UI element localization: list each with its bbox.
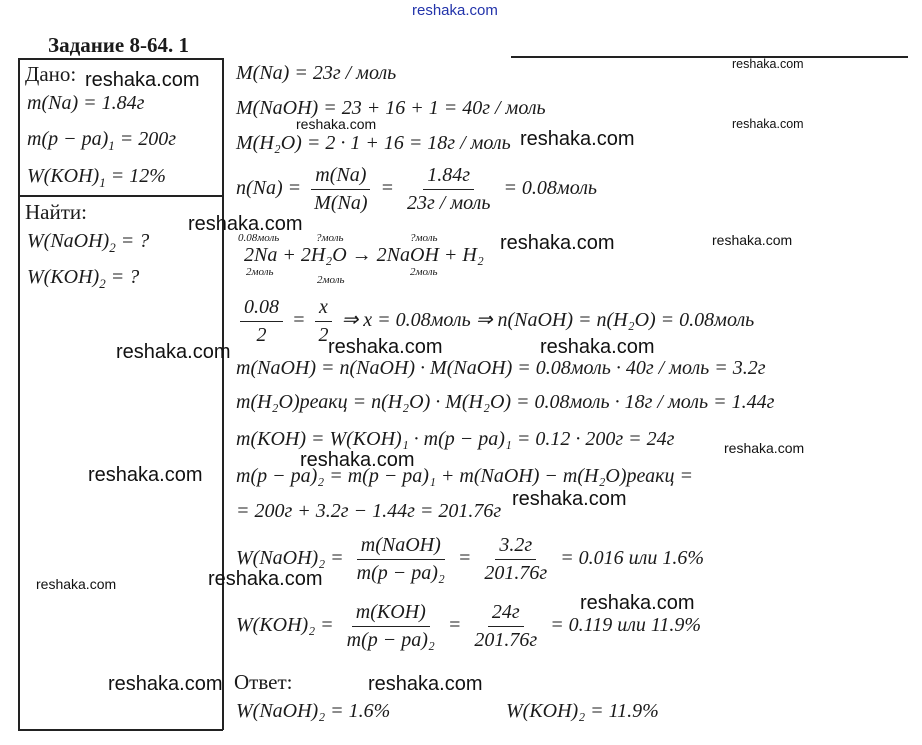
answer-w-naoh: W(NaOH)₂ = 1.6% [236,700,391,722]
w-naoh-fraction-numeric: $\frac{3.2г}{201.76г}$ [484,534,548,584]
given-mass-na: m(Na) = 1.84г [27,92,145,114]
proportion-equation: $\frac{0.08}{2}$ = $\frac{x}{2}$ ⇒ x = 0.08моль ⇒ n(NaOH) = n(H₂O) = 0.08моль [236,296,754,347]
mass-h2o-reacted: m(H₂O)реакц = n(H₂O) · M(H₂O) = 0.08моль · 18г / моль = 1.44г [236,391,775,413]
reaction-above-naoh: ?моль [410,232,438,244]
watermark[interactable]: reshaka.com [580,592,695,614]
answer-heading: Ответ: [234,670,293,694]
watermark[interactable]: reshaka.com [85,69,200,91]
watermark[interactable]: reshaka.com [540,336,655,358]
reaction-below-h2o: 2моль [317,274,345,286]
watermark[interactable]: reshaka.com [512,488,627,510]
watermark[interactable]: reshaka.com [296,116,377,132]
mass-solution-2-value: = 200г + 3.2г − 1.44г = 201.76г [236,500,502,522]
reaction-below-naoh: 2моль [410,266,438,278]
frame-bottom-line [18,729,223,731]
given-w-koh: $W(KOH)_1 = 12\%$ [27,165,166,190]
molar-mass-naoh: M(NaOH) = 23 + 16 + 1 = 40г / моль [236,97,546,119]
answer-w-koh: W(KOH)₂ = 11.9% [506,700,659,722]
find-heading: Найти: [25,200,87,224]
watermark[interactable]: reshaka.com [208,568,323,590]
mass-naoh: m(NaOH) = n(NaOH) · M(NaOH) = 0.08моль · 40г / моль = 3.2г [236,357,766,379]
frame-top-line [511,56,908,58]
watermark[interactable]: reshaka.com [520,128,635,150]
reaction-above-na: 0.08моль [238,232,280,244]
watermark[interactable]: reshaka.com [108,673,223,695]
w-koh-equation: W(KOH)₂ = $\frac{\text{m(KOH)}}{\text{m(р − ра)₂}}$ = $\frac{24г}{201.76г}$ = 0.119 или 11.9% [236,601,702,651]
watermark[interactable]: reshaka.com [732,117,804,131]
given-mass-solution: $m(р - ра)_1 = 200г$ [27,128,177,153]
watermark[interactable]: reshaka.com [368,673,483,695]
mass-koh: m(KOH) = W(KOH)₁ · m(р − ра)₁ = 0.12 · 200г = 24г [236,428,675,450]
frame-left-line [18,58,20,730]
w-koh-fraction-symbolic: $\frac{\text{m(KOH)}}{\text{m(р − ра)₂}}$ [346,601,435,651]
moles-na-fraction-symbolic: $\frac{m(Na)}{M(Na)}$ [310,164,371,215]
molar-mass-h2o: M(H₂O) = 2 · 1 + 16 = 18г / моль [236,132,511,154]
mass-solution-2: m(р − ра)₂ = m(р − ра)₁ + m(NaOH) − m(H₂O)реакц = [236,465,693,487]
watermark[interactable]: reshaka.com [116,341,231,363]
molar-mass-na: M(Na) = 23г / моль [236,62,397,84]
proportion-fraction-known: $\frac{0.08}{2}$ [240,296,283,347]
given-heading: Дано: [25,62,77,86]
w-naoh-equation: W(NaOH)₂ = $\frac{\text{m(NaOH)}}{\text{m(р − ра)₂}}$ = $\frac{3.2г}{201.76г}$ = 0.016 или 1.6% [236,534,705,584]
frame-top-left-line [18,58,224,60]
reaction-above-h2o: ?моль [316,232,344,244]
watermark[interactable]: reshaka.com [88,464,203,486]
reaction-equation: 2Na + 2H₂O → 2NaOH + H₂ [244,244,484,266]
frame-given-separator [18,195,223,197]
watermark[interactable]: reshaka.com [724,440,805,456]
frame-divider-line [222,58,224,730]
moles-na-equation: n(Na) = $\frac{m(Na)}{M(Na)}$ = $\frac{1.84г}{\text{23г / моль}}$ = 0.08моль [236,164,598,214]
watermark[interactable]: reshaka.com [732,57,804,71]
watermark[interactable]: reshaka.com [500,232,615,254]
w-naoh-fraction-symbolic: $\frac{\text{m(NaOH)}}{\text{m(р − ра)₂}}$ [356,534,445,584]
find-w-koh: $W(KOH)_2$ = ? [27,266,140,291]
reaction-below-na: 2моль [246,266,274,278]
watermark[interactable]: reshaka.com [712,232,793,248]
task-title: Задание 8-64. 1 [48,33,189,57]
watermark[interactable]: reshaka.com [300,449,415,471]
site-watermark-top[interactable]: reshaka.com [412,2,498,19]
find-w-naoh: $W(NaOH)_2$ = ? [27,230,150,255]
w-koh-fraction-numeric: $\frac{24г}{201.76г}$ [474,601,538,651]
watermark[interactable]: reshaka.com [188,213,303,235]
proportion-fraction-unknown: $\frac{x}{2}$ [315,296,333,347]
watermark[interactable]: reshaka.com [36,576,117,592]
moles-na-fraction-numeric: $\frac{1.84г}{\text{23г / моль}}$ [406,164,491,214]
watermark[interactable]: reshaka.com [328,336,443,358]
